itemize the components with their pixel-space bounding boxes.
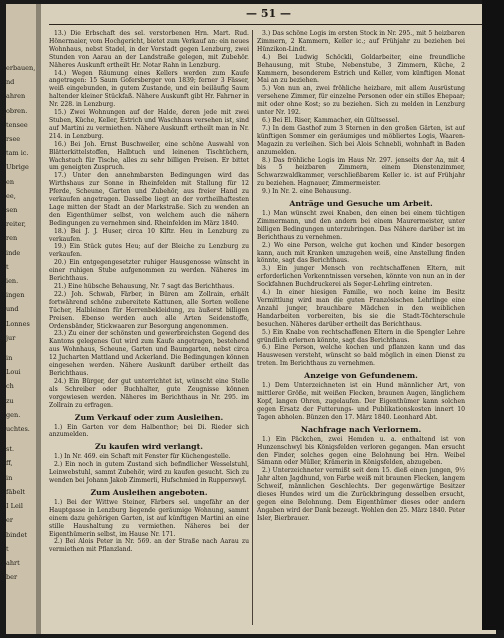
notice-paragraph: 2.) Unterzeichneter vermißt seit dem 15. dieß einen jungen, 9½ Jahr alten Jagdhund, von Farbe weiß mit braunen Flecken, langem Schweif, männlichen Geschlechts. Der gegenwärtige Besitzer dieses Hundes wird um die Zurückbringung desselben ersucht, gegen eine Belohnung. Dem Eigenthümer dieses oder andern Angaben wird der Dank bezeugt. Wohlen den 25. März 1840. Peter Isler, Bierbrauer. <box>257 467 465 522</box>
notice-paragraph: 1.) In Nr. 469. ein Schaft mit Fenster für Küchengestelle. <box>54 453 231 461</box>
strip-text-fragment: obren. <box>6 106 28 115</box>
notice-paragraph: 4.) In einer hiesigen Familie, wo noch keine im Besitz Vermittlung wird man die guten Französischen Lehrlinge eine Anzahl junger, brauchbare Mädchen in den weiblichen Handarbeiten vorbereiten, bis sie die Stadt-Töchterschule besuchen. Näheres darüber ertheilt das Berichthaus. <box>257 289 465 328</box>
notice-paragraph: 16.) Bei Joh. Ernst Buschweiler, eine schöne Auswahl von Blätterkittelstoffen, Halbtuch und leinenen Tischtüchern, Wachstuch für Tische, alles zu sehr billigen Preisen. Er bittet um geneigten Zuspruch. <box>49 140 249 172</box>
section-heading: Anträge und Gesuche um Arbeit. <box>289 199 433 209</box>
strip-text-fragment: ahrt <box>6 558 20 567</box>
strip-text-fragment: in <box>6 473 13 482</box>
notice-paragraph: 22.) Joh. Schwab, Färber, in Büren am Zollrain, erhält fortwährend schöne zubereitete Kattunen, alle Sorten wollene Tücher, Halbleinen für Herrenbekleidung, zu äußerst billigen Preisen. Ebenso werden auch alle Arten Seidenstoffe, Ordensbänder, Stickwaaren zur Besorgung angenommen. <box>49 290 249 330</box>
notice-paragraph: 7.) In dem Gasthof zum 3 Sternen in den großen Gärten, ist auf künftigen Sommer ein geräumiges und möbliertes Logis, Waaren-Magazin zu verleihen. Sich bei Alois Schnebli, wohnhaft in Baden anzumelden. <box>257 124 465 156</box>
strip-text-fragment: t <box>6 262 9 271</box>
strip-text-fragment: ee, <box>6 191 16 200</box>
strip-text-fragment: fäbelt <box>6 487 25 496</box>
notice-paragraph: 19.) Ein Stück gutes Heu; auf der Bleiche zu Lenzburg zu verkaufen. <box>49 243 249 259</box>
strip-text-fragment: und <box>6 305 19 314</box>
strip-text-fragment: ahren <box>6 92 26 101</box>
strip-text-fragment: bindet <box>6 530 28 539</box>
strip-text-fragment: ff, <box>6 459 13 468</box>
strip-text-fragment: uchtes. <box>6 425 30 434</box>
notice-paragraph: 14.) Wegen Räumung eines Kellers werden zum Kaufe angetragen: 15 Saum Gofersberger von 1839; ferner 3 Fässer, weiß eingebunden, in gutem Zustande, und ein beiläufig Saum haltender kleiner Stückfaß. Nähere Auskunft gibt Hr. Fahrner in Nr. 228. in Lenzburg. <box>49 69 249 109</box>
notice-paragraph: 3.) Das schöne Logis im ersten Stock in Nr. 295., mit 5 heizbaren Zimmern, 2 Kammern, Keller ic.; auf Frühjahr zu beziehen bei Hünzikon-Lindt. <box>257 30 465 53</box>
strip-text-fragment: t <box>6 544 9 553</box>
strip-text-fragment: inde <box>6 248 21 257</box>
strip-text-fragment: rsee <box>6 135 21 144</box>
previous-page-strip <box>6 4 36 634</box>
strip-text-fragment: ingen <box>6 291 25 300</box>
strip-text-fragment: tam ic. <box>6 149 29 158</box>
notice-paragraph: 1.) Bei der Wittwe Steiner, Färbers sel. ungefähr an der Hauptgasse in Lenzburg liegende geräumige Wohnung, sammt einem dazu gehörigen Garten, ist auf künftigen Martini an eine stille Haushaltung zu vermiethen. Näheres bei der Eigenthümerin selbst, im Hause Nr. 171. <box>49 498 249 538</box>
strip-text-fragment: tensee <box>6 120 28 129</box>
strip-text-fragment: ren <box>6 234 18 243</box>
strip-text-fragment: nd <box>6 78 15 87</box>
notice-paragraph: 24.) Ein Bürger, der gut unterrichtet ist, wünscht eine Stelle als Schreiber oder Buchhalter, gute Zeugnisse können vorgewiesen werden. Näheres im Berichthaus in Nr. 295. im Zollrain zu erfragen. <box>49 377 249 409</box>
notice-paragraph: 15.) Zwei Wohnungen auf der Halde, deren jede mit zwei Stuben, Küche, Keller, Estrich und Waschhaus versehen ist, sind auf Martini zu vermiethen. Nähere Auskunft ertheilt man in Nr. 214. in Lenzburg. <box>49 109 249 140</box>
notice-paragraph: 21.) Eine hübsche Behausung, Nr. 7 sagt das Berichthaus. <box>54 283 235 290</box>
notice-paragraph: 20.) Ein entgegengesetzter ruhiger Hausgenosse wünscht in einer ruhigen Stube aufgenommen zu werden. Näheres im Berichthaus. <box>49 259 249 283</box>
notice-paragraph: 2.) Bei Alois Peter in Nr. 569. an der Straße nach Aarau zu vermiethen mit Pflanzland. <box>49 538 249 554</box>
strip-text-fragment: I Leil <box>6 502 23 511</box>
newspaper-page <box>6 4 496 634</box>
page-number: — 51 — <box>246 7 291 20</box>
strip-text-fragment: Ubrige <box>6 163 29 172</box>
header-rule <box>49 24 489 25</box>
strip-text-fragment: ch <box>6 382 14 391</box>
strip-text-fragment: Lonnes <box>6 319 30 328</box>
section-heading: Zu kaufen wird verlangt. <box>95 442 203 452</box>
column-divider <box>252 30 253 625</box>
notice-paragraph: 5.) Ein Knabe von rechtschaffenen Eltern in die Spengler Lehre gründlich erlernen könnte, sagt das Berichthaus. <box>257 328 465 344</box>
strip-text-fragment: erbauen, <box>6 64 36 72</box>
strip-text-fragment: en <box>6 177 15 186</box>
strip-text-fragment: jur <box>6 333 16 342</box>
section-heading: Zum Verkauf oder zum Ausleihen. <box>74 412 224 422</box>
strip-text-fragment: gen. <box>6 410 21 419</box>
strip-text-fragment: in <box>6 354 13 363</box>
notice-paragraph: 1.) Ein Garten vor dem Halbenthor; bei Di. Rieder sich anzumelden. <box>49 423 249 439</box>
strip-text-fragment: st. <box>6 445 15 454</box>
right-column <box>257 30 465 523</box>
strip-text-fragment: reiter, <box>6 220 26 229</box>
notice-paragraph: 1.) Man wünscht zwei Knaben, den einen bei einem tüchtigen Zimmermann, und den andern bei einem Maurermeister, unter billigen Bedingungen unterzubringen. Das Nähere darüber ist im Berichthaus zu vernehmen. <box>257 210 465 241</box>
scan-border <box>482 0 504 630</box>
notice-paragraph: 5.) Von nun an, zwei fröhliche heizbare, mit allem Ausrüstung versehene Zimmer, für einzelne Personen oder ein stilles Ehepaar; mit oder ohne Kost; so zu beziehen. Sich zu melden in Lenzburg unter Nr. 192. <box>257 85 465 117</box>
strip-text-fragment: ien. <box>6 277 19 286</box>
notice-paragraph: 1.) Dem Unterzeichneten ist ein Hund männlicher Art, von mittlerer Größe, mit weißen Flecken, braunen Augen, länglichem Kopf, langen Ohren, zugelaufen. Der Eigenthümer kann solchen gegen Ersatz der Futterungs- und Publikationskosten innert 10 Tagen abholen. Bünzen den 17. März 1840. Leonhard Abt. <box>257 382 465 421</box>
notice-paragraph: 18.) Bei J. J. Huser, circa 10 Klftr. Heu in Lenzburg zu verkaufen. <box>49 227 249 243</box>
page-content <box>41 4 496 634</box>
notice-paragraph: 6.) Bei El. Riser, Kammacher, ein Gültsessel. <box>262 116 400 124</box>
notice-paragraph: 2.) Ein noch in gutem Zustand sich befindlicher Wesselstuhl, Leinwebstuhl, sammt Zubehör, wird zu kaufen gesucht. Sich zu wenden bei Johann Jakob Zimmerli, Hufschmied in Rupperswyl. <box>49 461 249 485</box>
notice-paragraph: 17.) Unter den annehmbarsten Bedingungen wird das Wirthshaus zur Sonne in Rheinfelden mit Stallung für 12 Pferde, Scheune, Garten und Zubehör, aus freier Hand zu verkaufen angetragen. Dasselbe liegt an der vortheilhaftesten Lage mitten der Stadt an der Markstraße. Sich zu wenden an den Eigenthümer selbst, von welchem auch die nähern Bedingungen zu vernehmen sind. Rheinfelden im März 1840. <box>49 172 249 227</box>
notice-paragraph: 13.) Die Erbschaft des sel. verstorbenen Hrn. Mart. Rud. Hönermaier, vom Hochgericht, bietet zum Verkauf an: ein neues Wohnhaus, nebst Stadel, in der Vorstadt gegen Lenzburg, zwei Stunden von Aarau an der Landstraße gelegen, mit Zubehör. Näheres Auskunft ertheilt Hr. Notar Rahn in Lenzburg. <box>49 30 249 69</box>
section-heading: Nachfrage nach Verlornem. <box>300 424 422 434</box>
section-heading: Anzeige von Gefundenem. <box>304 371 418 381</box>
section-heading: Zum Ausleihen angeboten. <box>90 487 208 497</box>
left-column <box>49 30 249 554</box>
notice-paragraph: 2.) Wo eine Person, welche gut kochen und Kinder besorgen kann, auch mit Kranken umzugehen weiß, eine Anstellung finden könnte, sagt das Berichthaus. <box>257 241 465 265</box>
notice-paragraph: 23.) Zu einer der schönsten und gewerbreichsten Gegend des Kantons gelegenes Gut wird zum Kaufe angetragen, bestehend aus Wohnhaus, Scheune, Garten und Baumgarten, nebst circa 12 Jucharten Mattland und Ackerland. Die Bedingungen können eingesehen werden. Nähere Auskunft darüber ertheilt das Berichthaus. <box>49 330 249 377</box>
strip-text-fragment: sen <box>6 206 18 215</box>
notice-paragraph: 1.) Ein Päckchen, zwei Hemden u. a. enthaltend ist von Hunzenschwyl bis Königsfelden verloren gegangen. Man ersucht den Finder, solches gegen eine Belohnung bei Hrn. Weibel Sämann oder Müller, Krämerin in Königsfelden, abzugeben. <box>257 435 465 467</box>
notice-paragraph: 8.) Das fröhliche Logis im Haus Nr. 297. jenseits der Aa, mit 4 bis 5 heizbaren Zimmern, einem Dienstenzimmer, Schwarzwaldkammer, verschließbarem Keller ic. ist auf Frühjahr zu beziehen. Hagnauer, Zimmermeister. <box>257 156 465 188</box>
strip-text-fragment: ber <box>6 573 18 582</box>
strip-text-fragment: Loui <box>6 368 21 377</box>
notice-paragraph: 6.) Eine Person, welche kochen und pflanzen kann und das Hauswesen versteht, wünscht so bald möglich in einen Dienst zu treten. Im Berichthaus zu vernehmen. <box>257 344 465 368</box>
notice-paragraph: 4.) Bei Ludwig Schöckli, Goldarbeiter, eine freundliche Behausung, mit Stube, Nebenstube, 3 Zimmern, Küche, 2 Kammern, besonderem Estrich und Keller, vom künftigen Monat Mai an zu beziehen. <box>257 53 465 85</box>
strip-text-fragment: er <box>6 516 13 525</box>
notice-paragraph: 9.) In Nr. 2. eine Behausung. <box>262 188 352 196</box>
strip-text-fragment: zu <box>6 396 14 405</box>
notice-paragraph: 3.) Ein junger Mensch von rechtschaffenen Eltern, mit erforderlichen Vorkenntnissen versehen, könnte von nun an in der Sockfahnen Buchdruckerei als Seger-Lehrling eintreten. <box>257 265 465 289</box>
